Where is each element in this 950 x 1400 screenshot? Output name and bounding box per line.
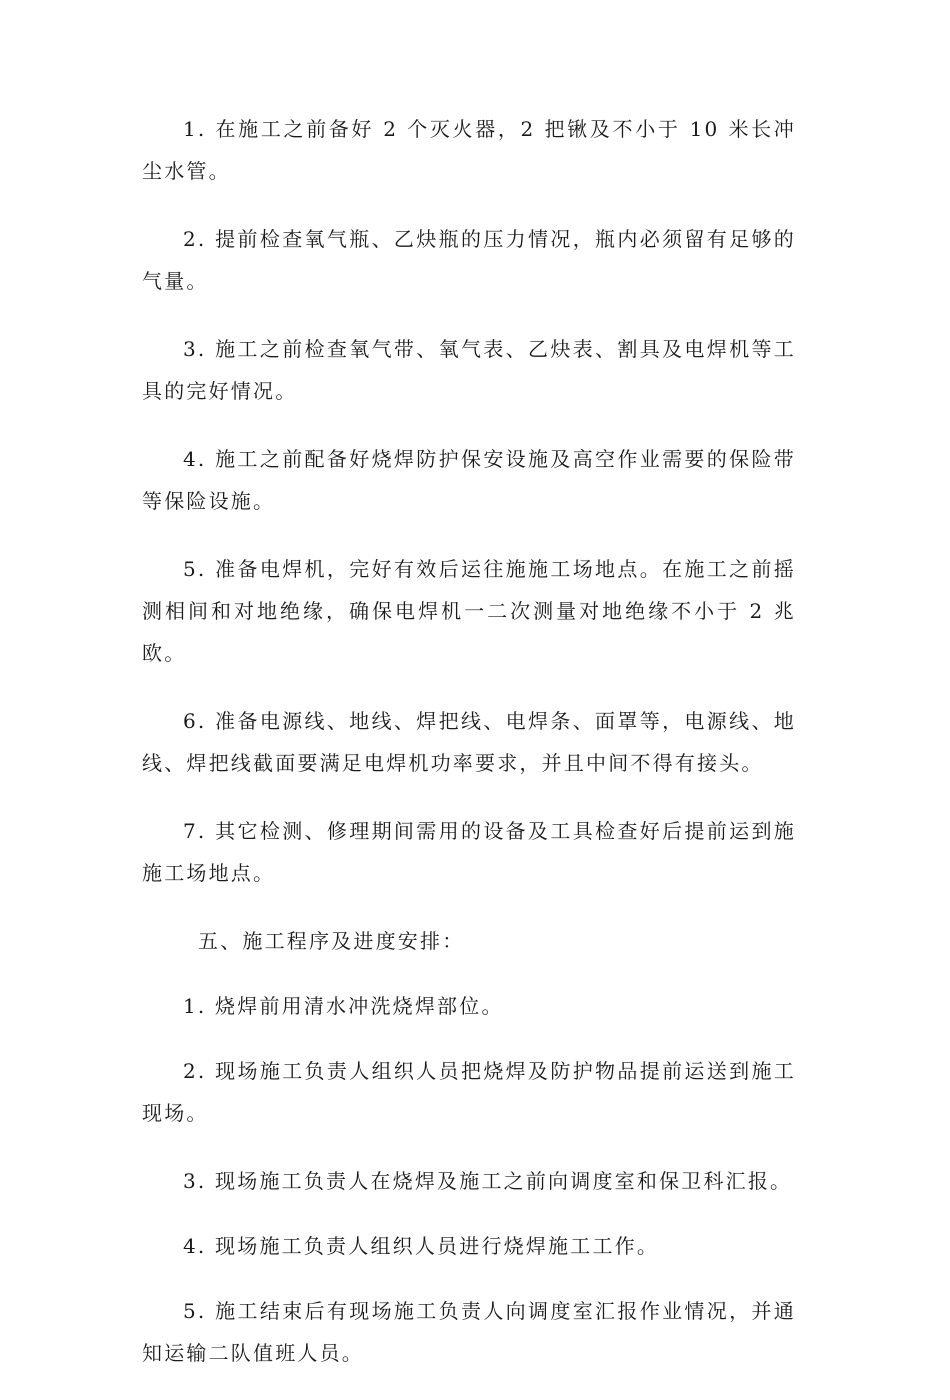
procedure-item-4: 4. 现场施工负责人组织人员进行烧焊施工工作。	[183, 1234, 660, 1258]
prep-item-3: 3. 施工之前检查氧气带、氧气表、乙炔表、割具及电焊机等工具的完好情况。	[142, 337, 796, 403]
prep-item-6: 6. 准备电源线、地线、焊把线、电焊条、面罩等，电源线、地线、焊把线截面要满足电焊机功率要求，并且中间不得有接头。	[142, 709, 796, 775]
prep-item-4: 4. 施工之前配备好烧焊防护保安设施及高空作业需要的保险带等保险设施。	[142, 447, 796, 513]
document-page	[142, 108, 796, 1400]
procedure-item-3: 3. 现场施工负责人在烧焊及施工之前向调度室和保卫科汇报。	[183, 1169, 793, 1193]
section-five-heading: 五、施工程序及进度安排：	[198, 929, 465, 953]
prep-item-1: 1. 在施工之前备好 2 个灭火器，2 把锹及不小于 10 米长冲尘水管。	[142, 117, 796, 183]
prep-item-7: 7. 其它检测、修理期间需用的设备及工具检查好后提前运到施施工场地点。	[142, 819, 796, 885]
prep-item-5: 5. 准备电焊机，完好有效后运往施施工场地点。在施工之前摇测相间和对地绝缘，确保电焊机一二次测量对地绝缘不小于 2 兆欧。	[142, 557, 796, 665]
prep-item-2: 2. 提前检查氧气瓶、乙炔瓶的压力情况，瓶内必须留有足够的气量。	[142, 227, 796, 293]
procedure-item-5: 5. 施工结束后有现场施工负责人向调度室汇报作业情况，并通知运输二队值班人员。	[142, 1299, 796, 1365]
procedure-item-2: 2. 现场施工负责人组织人员把烧焊及防护物品提前运送到施工现场。	[142, 1059, 796, 1125]
procedure-item-1: 1. 烧焊前用清水冲洗烧焊部位。	[183, 994, 504, 1018]
